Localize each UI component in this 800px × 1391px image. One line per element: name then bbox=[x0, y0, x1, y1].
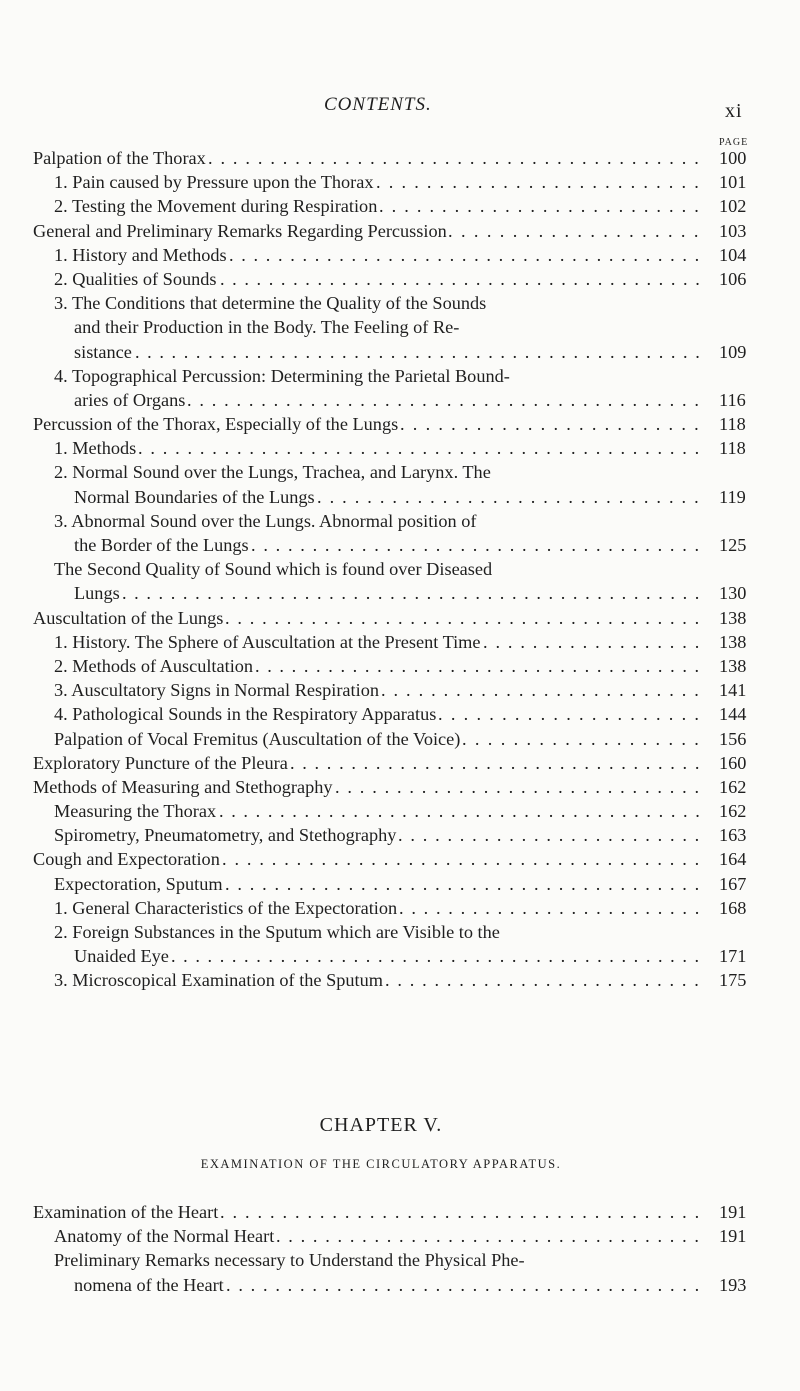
toc-entry bbox=[0, 751, 800, 775]
chapter-heading bbox=[0, 1114, 800, 1137]
dot-leader: .......................... bbox=[379, 196, 707, 217]
toc-entry bbox=[0, 557, 800, 581]
toc-entry bbox=[0, 920, 800, 944]
table-of-contents-chapter-v bbox=[0, 1200, 800, 1297]
toc-entry-page: 138 bbox=[719, 631, 747, 652]
toc-entry-label: Anatomy of the Normal Heart bbox=[54, 1226, 275, 1247]
dot-leader: .............................. bbox=[335, 776, 707, 797]
dot-leader: ..................... bbox=[438, 704, 708, 725]
toc-entry-label: nomena of the Heart bbox=[74, 1274, 224, 1295]
toc-entry bbox=[0, 1200, 800, 1224]
toc-entry-page: 156 bbox=[719, 728, 747, 749]
dot-leader: .................. bbox=[483, 631, 708, 652]
toc-entry-page: 118 bbox=[719, 438, 746, 459]
toc-entry bbox=[0, 581, 800, 605]
toc-entry-label: Preliminary Remarks necessary to Understand the Physical Phe- bbox=[54, 1250, 525, 1271]
dot-leader: ....................................... bbox=[222, 849, 708, 870]
dot-leader: .................... bbox=[448, 220, 707, 241]
toc-entry bbox=[0, 1273, 800, 1297]
toc-entry bbox=[0, 968, 800, 992]
toc-entry bbox=[0, 654, 800, 678]
toc-entry bbox=[0, 702, 800, 726]
toc-entry-page: 162 bbox=[719, 776, 747, 797]
toc-entry-label: Spirometry, Pneumatometry, and Stethography bbox=[54, 825, 397, 846]
toc-entry-label: 1. History. The Sphere of Auscultation at the Present Time bbox=[54, 631, 481, 652]
toc-entry bbox=[0, 727, 800, 751]
toc-entry-page: 102 bbox=[719, 196, 747, 217]
dot-leader: ................................... bbox=[276, 1226, 707, 1247]
toc-entry-page: 160 bbox=[719, 752, 747, 773]
toc-entry-label: Palpation of the Thorax bbox=[33, 148, 206, 168]
toc-entry-label: 1. Methods bbox=[54, 438, 137, 459]
toc-entry bbox=[0, 364, 800, 388]
toc-entry bbox=[0, 219, 800, 243]
toc-entry-page: 193 bbox=[719, 1274, 747, 1295]
toc-entry bbox=[0, 509, 800, 533]
toc-entry-page: 104 bbox=[719, 244, 747, 265]
toc-entry-label: 3. Auscultatory Signs in Normal Respiration bbox=[54, 680, 379, 701]
toc-entry-label: 2. Normal Sound over the Lungs, Trachea, and Larynx. The bbox=[54, 462, 491, 483]
toc-entry-page: 191 bbox=[719, 1226, 747, 1247]
toc-entry-page: 116 bbox=[719, 389, 746, 410]
toc-entry-page: 103 bbox=[719, 220, 747, 241]
dot-leader: ..................................... bbox=[255, 655, 707, 676]
toc-entry-label: Lungs bbox=[74, 583, 120, 604]
toc-entry bbox=[0, 823, 800, 847]
toc-entry-label: 2. Foreign Substances in the Sputum which are Visible to the bbox=[54, 922, 500, 942]
page-column-label: PAGE bbox=[719, 137, 749, 148]
dot-leader: ................................................ bbox=[122, 583, 707, 604]
dot-leader: ......................... bbox=[399, 897, 708, 918]
toc-entry-page: 138 bbox=[719, 655, 747, 676]
toc-entry bbox=[0, 146, 800, 170]
toc-entry-label: Unaided Eye bbox=[74, 946, 169, 967]
toc-entry-label: Examination of the Heart bbox=[33, 1202, 219, 1222]
dot-leader: ............................................... bbox=[135, 341, 708, 362]
toc-entry-page: 168 bbox=[719, 897, 747, 918]
toc-entry-page: 109 bbox=[719, 341, 747, 362]
toc-entry-page: 138 bbox=[719, 607, 747, 628]
dot-leader: ................... bbox=[462, 728, 708, 749]
dot-leader: .............................................. bbox=[138, 438, 708, 459]
toc-entry bbox=[0, 606, 800, 630]
dot-leader: .......................... bbox=[385, 970, 707, 991]
toc-entry-label: Methods of Measuring and Stethography bbox=[33, 776, 333, 797]
toc-entry-page: 164 bbox=[719, 849, 747, 870]
toc-entry bbox=[0, 267, 800, 291]
toc-entry-label: Exploratory Puncture of the Pleura bbox=[33, 752, 288, 773]
toc-entry-label: 2. Testing the Movement during Respiration bbox=[54, 196, 378, 217]
dot-leader: ........................................ bbox=[208, 148, 707, 168]
toc-entry-label: 4. Pathological Sounds in the Respiratory Apparatus bbox=[54, 704, 437, 725]
toc-entry-page: 171 bbox=[719, 946, 747, 967]
dot-leader: ....................................... bbox=[220, 1202, 708, 1222]
dot-leader: ............................... bbox=[317, 486, 707, 507]
toc-entry-label: General and Preliminary Remarks Regarding Percussion bbox=[33, 220, 447, 241]
toc-entry-label: The Second Quality of Sound which is found over Diseased bbox=[54, 559, 493, 580]
toc-entry-page: 125 bbox=[719, 535, 747, 555]
toc-entry-label: Measuring the Thorax bbox=[54, 801, 217, 822]
toc-entry bbox=[0, 775, 800, 799]
toc-entry bbox=[0, 1248, 800, 1272]
running-head-title: CONTENTS. bbox=[324, 94, 432, 115]
toc-entry bbox=[0, 872, 800, 896]
toc-entry-label: sistance bbox=[74, 341, 132, 362]
toc-entry bbox=[0, 799, 800, 823]
toc-entry-label: 1. Pain caused by Pressure upon the Thorax bbox=[54, 172, 374, 193]
toc-entry-page: 100 bbox=[719, 148, 747, 168]
toc-entry-page: 167 bbox=[719, 873, 747, 894]
toc-entry bbox=[0, 315, 800, 339]
toc-entry-label: 1. General Characteristics of the Expectoration bbox=[54, 897, 398, 918]
toc-entry bbox=[0, 388, 800, 412]
toc-entry-label: 2. Qualities of Sounds bbox=[54, 268, 217, 289]
chapter-subtitle bbox=[0, 1157, 800, 1172]
toc-entry-label: the Border of the Lungs bbox=[74, 535, 249, 555]
dot-leader: ........................................ bbox=[220, 268, 708, 289]
toc-entry-label: 3. Abnormal Sound over the Lungs. Abnormal position of bbox=[54, 510, 477, 531]
toc-entry-page: 191 bbox=[719, 1202, 747, 1222]
toc-entry bbox=[0, 533, 800, 557]
toc-entry bbox=[0, 630, 800, 654]
toc-entry bbox=[0, 170, 800, 194]
table-of-contents bbox=[0, 146, 800, 993]
page-folio: xi bbox=[725, 100, 743, 122]
dot-leader: ....................................... bbox=[226, 1274, 708, 1295]
toc-entry-label: 4. Topographical Percussion: Determining the Parietal Bound- bbox=[54, 365, 510, 386]
toc-entry bbox=[0, 436, 800, 460]
dot-leader: ........................ bbox=[400, 414, 707, 435]
dot-leader: ....................................... bbox=[225, 607, 708, 628]
dot-leader: ....................................... bbox=[225, 873, 708, 894]
dot-leader: .......................... bbox=[376, 172, 707, 193]
toc-entry bbox=[0, 412, 800, 436]
toc-entry bbox=[0, 944, 800, 968]
dot-leader: .......................................... bbox=[187, 389, 707, 410]
toc-entry-page: 106 bbox=[719, 268, 747, 289]
toc-entry-label: Auscultation of the Lungs bbox=[33, 607, 224, 628]
toc-entry-label: aries of Organs bbox=[74, 389, 186, 410]
toc-entry-label: Percussion of the Thorax, Especially of the Lungs bbox=[33, 414, 399, 435]
toc-entry-label: Normal Boundaries of the Lungs bbox=[74, 486, 315, 507]
toc-entry-label: 3. The Conditions that determine the Quality of the Sounds bbox=[54, 293, 487, 314]
toc-entry bbox=[0, 460, 800, 484]
toc-entry-page: 118 bbox=[719, 414, 746, 435]
toc-entry bbox=[0, 291, 800, 315]
dot-leader: ......................... bbox=[398, 825, 708, 846]
dot-leader: .......................... bbox=[381, 680, 707, 701]
toc-entry bbox=[0, 847, 800, 871]
toc-entry-label: Expectoration, Sputum bbox=[54, 873, 223, 894]
toc-entry bbox=[0, 243, 800, 267]
dot-leader: ..................................... bbox=[251, 535, 707, 555]
dot-leader: ....................................... bbox=[229, 244, 707, 265]
toc-entry bbox=[0, 896, 800, 920]
toc-entry-page: 141 bbox=[719, 680, 747, 701]
toc-entry-label: 2. Methods of Auscultation bbox=[54, 655, 254, 676]
dot-leader: .................................. bbox=[290, 752, 708, 773]
toc-entry bbox=[0, 485, 800, 509]
toc-entry-page: 130 bbox=[719, 583, 747, 604]
toc-entry-page: 163 bbox=[719, 825, 747, 846]
chapter-subtitle-text: EXAMINATION OF THE CIRCULATORY APPARATUS. bbox=[200, 1157, 562, 1171]
toc-entry-page: 162 bbox=[719, 801, 747, 822]
toc-entry-label: Palpation of Vocal Fremitus (Auscultation of the Voice) bbox=[54, 728, 461, 749]
dot-leader: ............................................ bbox=[171, 946, 707, 967]
toc-entry-label: 3. Microscopical Examination of the Sputum bbox=[54, 970, 383, 991]
toc-entry bbox=[0, 1224, 800, 1248]
toc-entry bbox=[0, 194, 800, 218]
toc-entry-page: 175 bbox=[719, 970, 747, 991]
toc-entry-page: 119 bbox=[719, 486, 746, 507]
toc-entry-page: 144 bbox=[719, 704, 747, 725]
chapter-heading-text: CHAPTER V. bbox=[319, 1114, 443, 1136]
toc-entry bbox=[0, 340, 800, 364]
dot-leader: ........................................ bbox=[219, 801, 708, 822]
toc-entry-label: and their Production in the Body. The Feeling of Re- bbox=[74, 317, 460, 338]
toc-entry-page: 101 bbox=[719, 172, 747, 193]
toc-entry-label: 1. History and Methods bbox=[54, 244, 227, 265]
toc-entry-label: Cough and Expectoration bbox=[33, 849, 220, 870]
toc-entry bbox=[0, 678, 800, 702]
